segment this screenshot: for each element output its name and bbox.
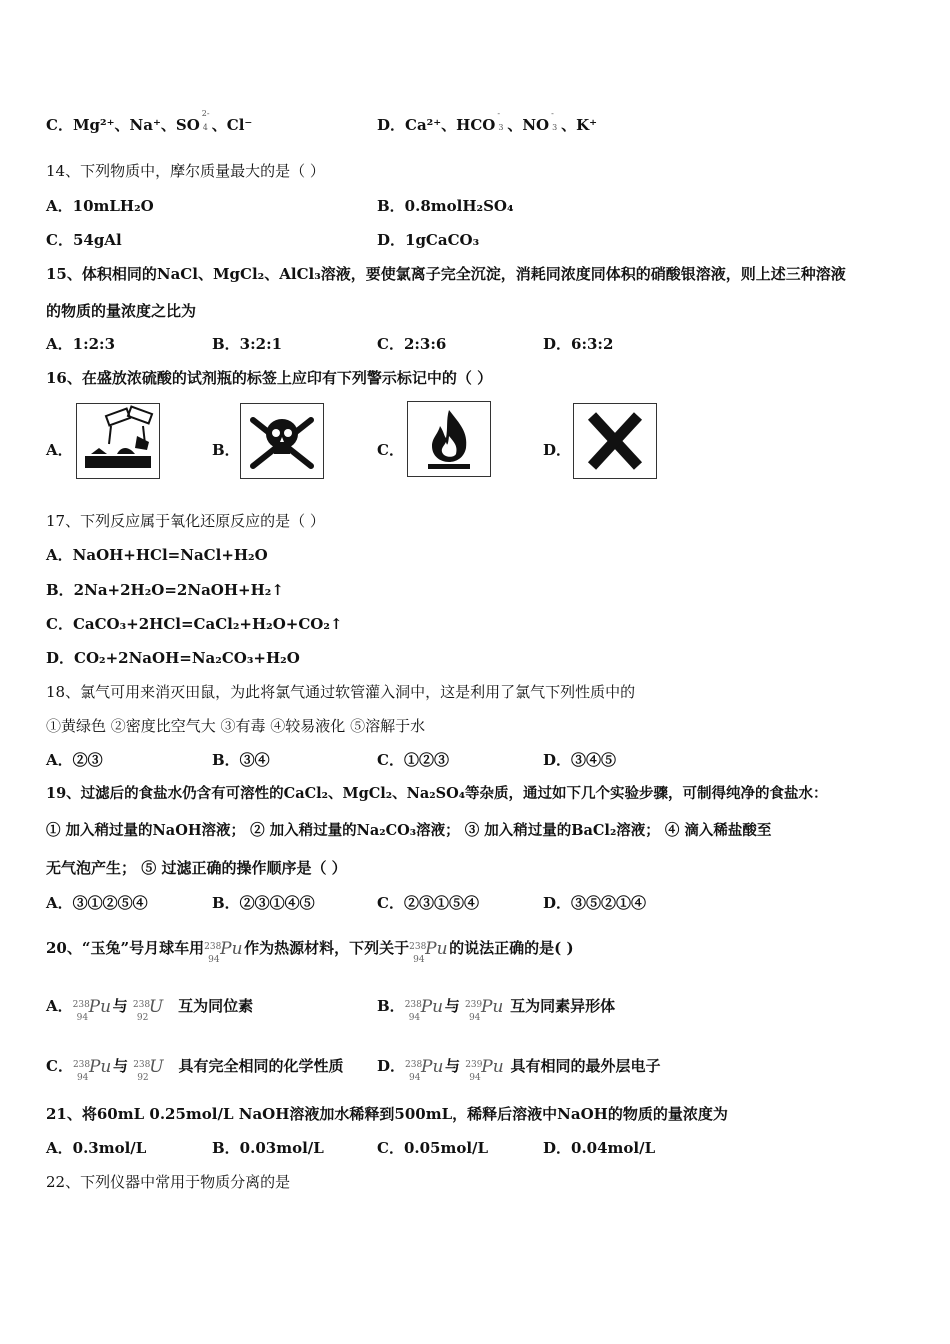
q15-stem-line2: 的物质的量浓度之比为 bbox=[46, 302, 197, 320]
q17-option-d: D．CO₂+2NaOH=Na₂CO₃+H₂O bbox=[46, 649, 300, 667]
skull-crossbones-icon bbox=[240, 403, 324, 479]
q16-option-c: C． bbox=[377, 441, 404, 459]
q15-option-a: A．1:2:3 bbox=[46, 335, 116, 353]
q18-option-a: A．②③ bbox=[46, 751, 103, 769]
q15-option-b: B．3:2:1 bbox=[212, 335, 283, 353]
q17-option-c: C．CaCO₃+2HCl=CaCl₂+H₂O+CO₂↑ bbox=[46, 615, 343, 633]
q14-stem: 14、下列物质中，摩尔质量最大的是（ ） bbox=[46, 162, 325, 180]
q21-option-d: D．0.04mol/L bbox=[543, 1139, 656, 1157]
q21-option-b: B．0.03mol/L bbox=[212, 1139, 324, 1157]
pu238-nuclide: 238 94 Pu bbox=[204, 939, 243, 965]
q18-option-d: D．③④⑤ bbox=[543, 751, 617, 769]
q14-option-a: A．10mLH₂O bbox=[46, 197, 154, 215]
q19-option-c: C．②③①⑤④ bbox=[377, 894, 479, 912]
q18-properties: ①黄绿色 ②密度比空气大 ③有毒 ④较易液化 ⑤溶解于水 bbox=[46, 717, 426, 735]
q19-option-d: D．③⑤②①④ bbox=[543, 894, 647, 912]
q15-option-c: C．2:3:6 bbox=[377, 335, 447, 353]
q22-stem: 22、下列仪器中常用于物质分离的是 bbox=[46, 1173, 291, 1191]
q21-option-c: C．0.05mol/L bbox=[377, 1139, 489, 1157]
flame-icon bbox=[407, 401, 491, 477]
cross-icon bbox=[573, 403, 657, 479]
q16-option-a: A． bbox=[46, 441, 73, 459]
q19-option-a: A．③①②⑤④ bbox=[46, 894, 148, 912]
q16-stem: 16、在盛放浓硫酸的试剂瓶的标签上应印有下列警示标记中的（ ） bbox=[46, 369, 493, 387]
q16-option-d: D． bbox=[543, 441, 572, 459]
q17-option-b: B．2Na+2H₂O=2NaOH+H₂↑ bbox=[46, 581, 284, 599]
q18-option-b: B．③④ bbox=[212, 751, 270, 769]
q21-option-a: A．0.3mol/L bbox=[46, 1139, 147, 1157]
q14-option-c: C．54gAl bbox=[46, 231, 122, 249]
q17-option-a: A．NaOH+HCl=NaCl+H₂O bbox=[46, 546, 268, 564]
q20-stem: 20、“玉兔”号月球车用 238 94 Pu 作为热源材料，下列关于 238 94 Pu 的说法正确的是( ) bbox=[46, 939, 574, 965]
q20-option-b: B． 238 94 Pu 与 239 94 Pu 互为同素异形体 bbox=[377, 997, 616, 1023]
q19-stem-line2: ① 加入稍过量的NaOH溶液； ② 加入稍过量的Na₂CO₃溶液； ③ 加入稍过量的BaCl₂溶液； ④ 滴入稀盐酸至 bbox=[46, 822, 772, 839]
q15-option-d: D．6:3:2 bbox=[543, 335, 614, 353]
q14-option-b: B．0.8molH₂SO₄ bbox=[377, 197, 514, 215]
q18-option-c: C．①②③ bbox=[377, 751, 449, 769]
q16-option-b: B． bbox=[212, 441, 240, 459]
q14-option-d: D．1gCaCO₃ bbox=[377, 231, 480, 249]
q19-option-b: B．②③①④⑤ bbox=[212, 894, 315, 912]
q19-stem-line3: 无气泡产生； ⑤ 过滤正确的操作顺序是（ ） bbox=[46, 859, 347, 877]
pu238-nuclide: 238 94 Pu bbox=[409, 939, 448, 965]
q15-stem-line1: 15、体积相同的NaCl、MgCl₂、AlCl₃溶液，要使氯离子完全沉淀，消耗同浓度同体积的硝酸银溶液，则上述三种溶液 bbox=[46, 265, 846, 283]
q20-option-c: C． 238 94 Pu 与 238 92 U 具有完全相同的化学性质 bbox=[46, 1057, 344, 1083]
q17-stem: 17、下列反应属于氧化还原反应的是（ ） bbox=[46, 512, 325, 530]
q21-stem: 21、将60mL 0.25mol/L NaOH溶液加水稀释到500mL，稀释后溶液中NaOH的物质的量浓度为 bbox=[46, 1105, 728, 1123]
q20-option-a: A． 238 94 Pu 与 238 92 U 互为同位素 bbox=[46, 997, 254, 1023]
q20-option-d: D． 238 94 Pu 与 239 94 Pu 具有相同的最外层电子 bbox=[377, 1057, 661, 1083]
q18-stem: 18、氯气可用来消灭田鼠，为此将氯气通过软管灌入洞中，这是利用了氯气下列性质中的 bbox=[46, 683, 636, 701]
q13-option-c: C．Mg²⁺、Na⁺、SO 2- 4 、Cl⁻ bbox=[46, 109, 253, 134]
corrosive-icon bbox=[76, 403, 160, 479]
q19-stem-line1: 19、过滤后的食盐水仍含有可溶性的CaCl₂、MgCl₂、Na₂SO₄等杂质，通过如下几个实验步骤，可制得纯净的食盐水： bbox=[46, 785, 828, 802]
q13-option-d: D．Ca²⁺、HCO - 3 、NO - 3 、K⁺ bbox=[377, 109, 598, 134]
